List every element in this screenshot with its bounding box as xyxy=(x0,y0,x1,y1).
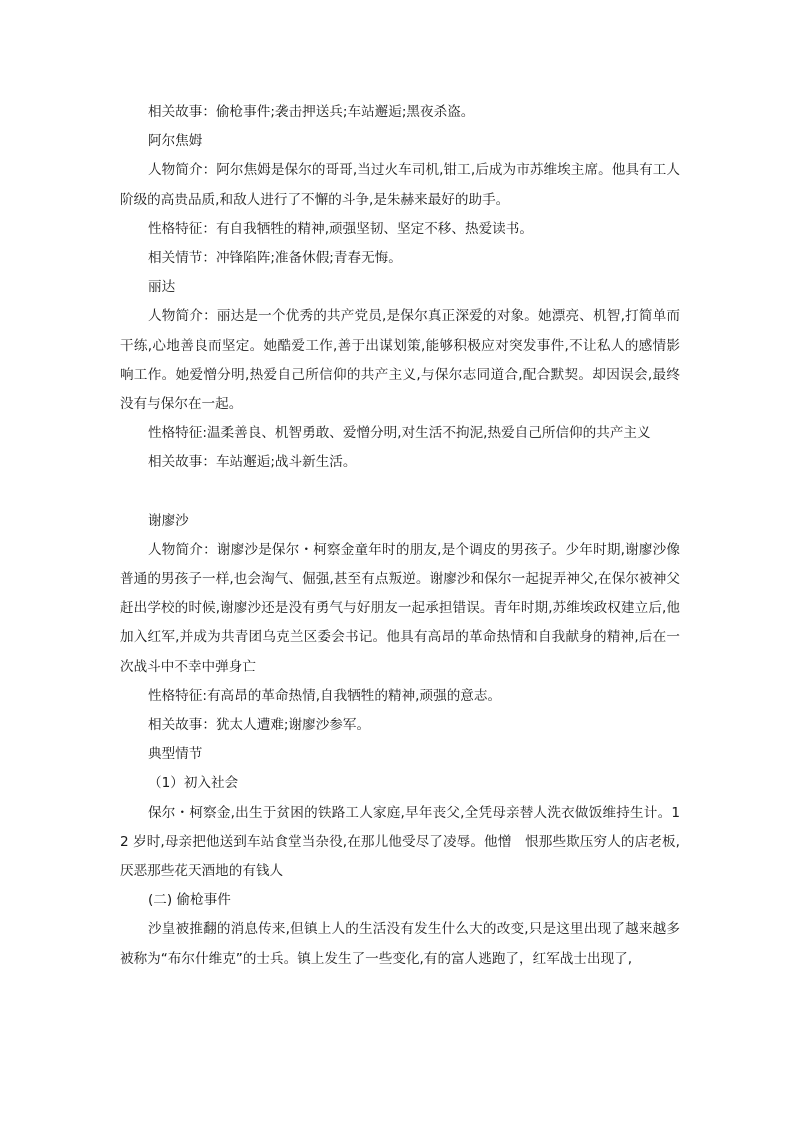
document-body xyxy=(120,98,680,974)
character-heading-artyom: 阿尔焦姆 xyxy=(148,133,203,150)
artyom-profile: 人物简介：阿尔焦姆是保尔的哥哥,当过火车司机,钳工,后成为市苏维埃主席。他具有工人阶级的高贵品质,和敌人进行了不懈的斗争,是朱赫来最好的助手。 xyxy=(120,162,680,208)
artyom-plots: 相关情节：冲锋陷阵;准备休假;青春无悔。 xyxy=(148,250,402,267)
plot-2-text: 沙皇被推翻的消息传来,但镇上人的生活没有发生什么大的改变,只是这里出现了越来越多被称为“布尔什维克”的士兵。镇上发生了一些变化,有的富人逃跑了，红军战士出现了, xyxy=(120,921,680,967)
artyom-traits: 性格特征：有自我牺牲的精神,顽强坚韧、坚定不移、热爱读书。 xyxy=(148,220,533,237)
rita-traits: 性格特征:温柔善良、机智勇敢、爱憎分明,对生活不拘泥,热爱自己所信仰的共产主义 xyxy=(148,425,651,442)
character-heading-seryozha: 谢廖沙 xyxy=(148,512,189,529)
rita-stories: 相关故事：车站邂逅;战斗新生活。 xyxy=(148,454,357,471)
seryozha-traits: 性格特征:有高昂的革命热情,自我牺牲的精神,顽强的意志。 xyxy=(148,687,502,704)
rita-profile: 人物简介：丽达是一个优秀的共产党员,是保尔真正深爱的对象。她漂亮、机智,打简单而干练,心地善良而坚定。她酷爱工作,善于出谋划策,能够积极应对突发事件,不让私人的感情影响工作。她爱憎分明,热爱自己所信仰的共产主义,与保尔志同道合,配合默契。却因误会,最终没有与保尔在一起。 xyxy=(120,308,680,413)
character-heading-rita: 丽达 xyxy=(148,279,176,296)
section-heading-typical-plots: 典型情节 xyxy=(148,746,203,763)
plot-heading-1: （1）初入社会 xyxy=(148,775,239,792)
related-stories-paul: 相关故事：偷枪事件;袭击押送兵;车站邂逅;黑夜杀盗。 xyxy=(148,104,475,120)
plot-heading-2: (二) 偷枪事件 xyxy=(148,892,231,909)
seryozha-stories: 相关故事：犹太人遭难;谢廖沙参军。 xyxy=(148,717,371,734)
plot-1-text: 保尔・柯察金,出生于贫困的铁路工人家庭,早年丧父,全凭母亲替人洗衣做饭维持生计。12 岁时,母亲把他送到车站食堂当杂役,在那儿他受尽了凌辱。他憎 恨那些欺压穷人的店老板,厌恶那些花天酒地的有钱人 xyxy=(120,804,680,880)
seryozha-profile: 人物简介：谢廖沙是保尔・柯察金童年时的朋友,是个调皮的男孩子。少年时期,谢廖沙像普通的男孩子一样,也会淘气、倔强,甚至有点叛逆。谢廖沙和保尔一起捉弄神父,在保尔被神父赶出学校的时候,谢廖沙还是没有勇气与好朋友一起承担错误。青年时期,苏维埃政权建立后,他加入红军,并成为共青团乌克兰区委会书记。他具有高昂的革命热情和自我献身的精神,后在一次战斗中不幸中弹身亡 xyxy=(120,541,680,675)
blank-line xyxy=(120,478,680,507)
